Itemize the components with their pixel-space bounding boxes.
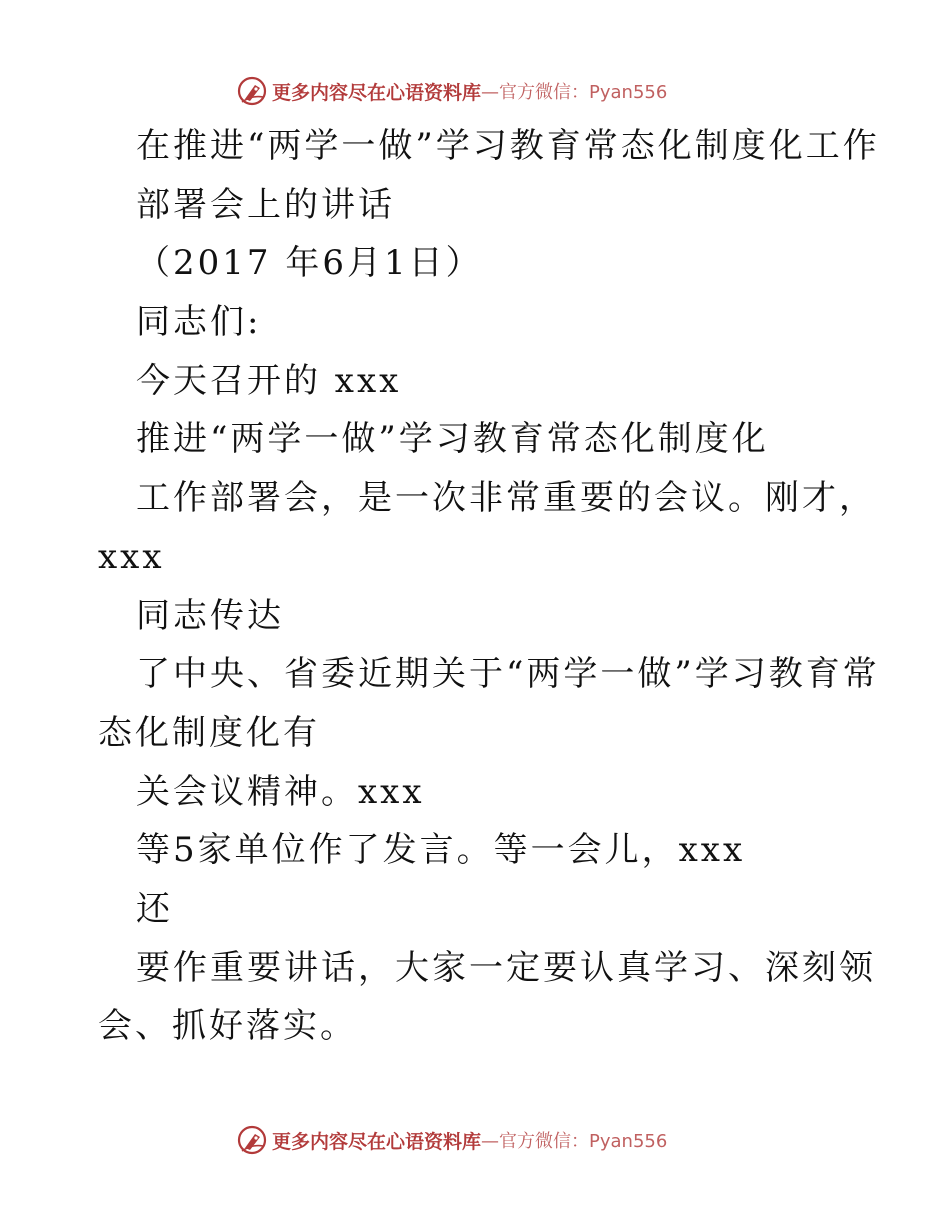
speech-title-line-1: 在推进“两学一做”学习教育常态化制度化工作 [136, 126, 880, 166]
salutation: 同志们: [136, 302, 262, 342]
body-line: 推进“两学一做”学习教育常态化制度化 [136, 419, 769, 459]
body-line: 了中央、省委近期关于“两学一做”学习教育常 [136, 654, 880, 694]
body-line: 今天召开的 xxx [136, 361, 402, 401]
body-line: 同志传达 [136, 596, 284, 636]
body-line: xxx [98, 537, 165, 577]
speech-title-line-2: 部署会上的讲话 [136, 185, 395, 225]
pen-nib-logo-icon [236, 75, 268, 107]
body-line: 态化制度化有 [98, 713, 320, 753]
brand-text: 更多内容尽在心语资料库 [272, 81, 482, 104]
body-line: 关会议精神。xxx [136, 772, 425, 812]
brand-text: 更多内容尽在心语资料库 [272, 1130, 482, 1153]
header-banner [236, 74, 667, 108]
body-line: 工作部署会，是一次非常重要的会议。刚才， [136, 478, 876, 518]
body-line: 要作重要讲话，大家一定要认真学习、深刻领 [136, 948, 876, 988]
wechat-text: —官方微信：Pyan556 [481, 1131, 668, 1152]
footer-banner [236, 1123, 667, 1157]
body-line: 会、抓好落实。 [98, 1006, 357, 1046]
speech-date: （2017 年6月1日） [136, 243, 483, 283]
wechat-text: —官方微信：Pyan556 [481, 82, 668, 103]
body-line: 等5家单位作了发言。等一会儿，xxx [136, 830, 746, 870]
body-line: 还 [136, 889, 173, 929]
pen-nib-logo-icon [236, 1124, 268, 1156]
